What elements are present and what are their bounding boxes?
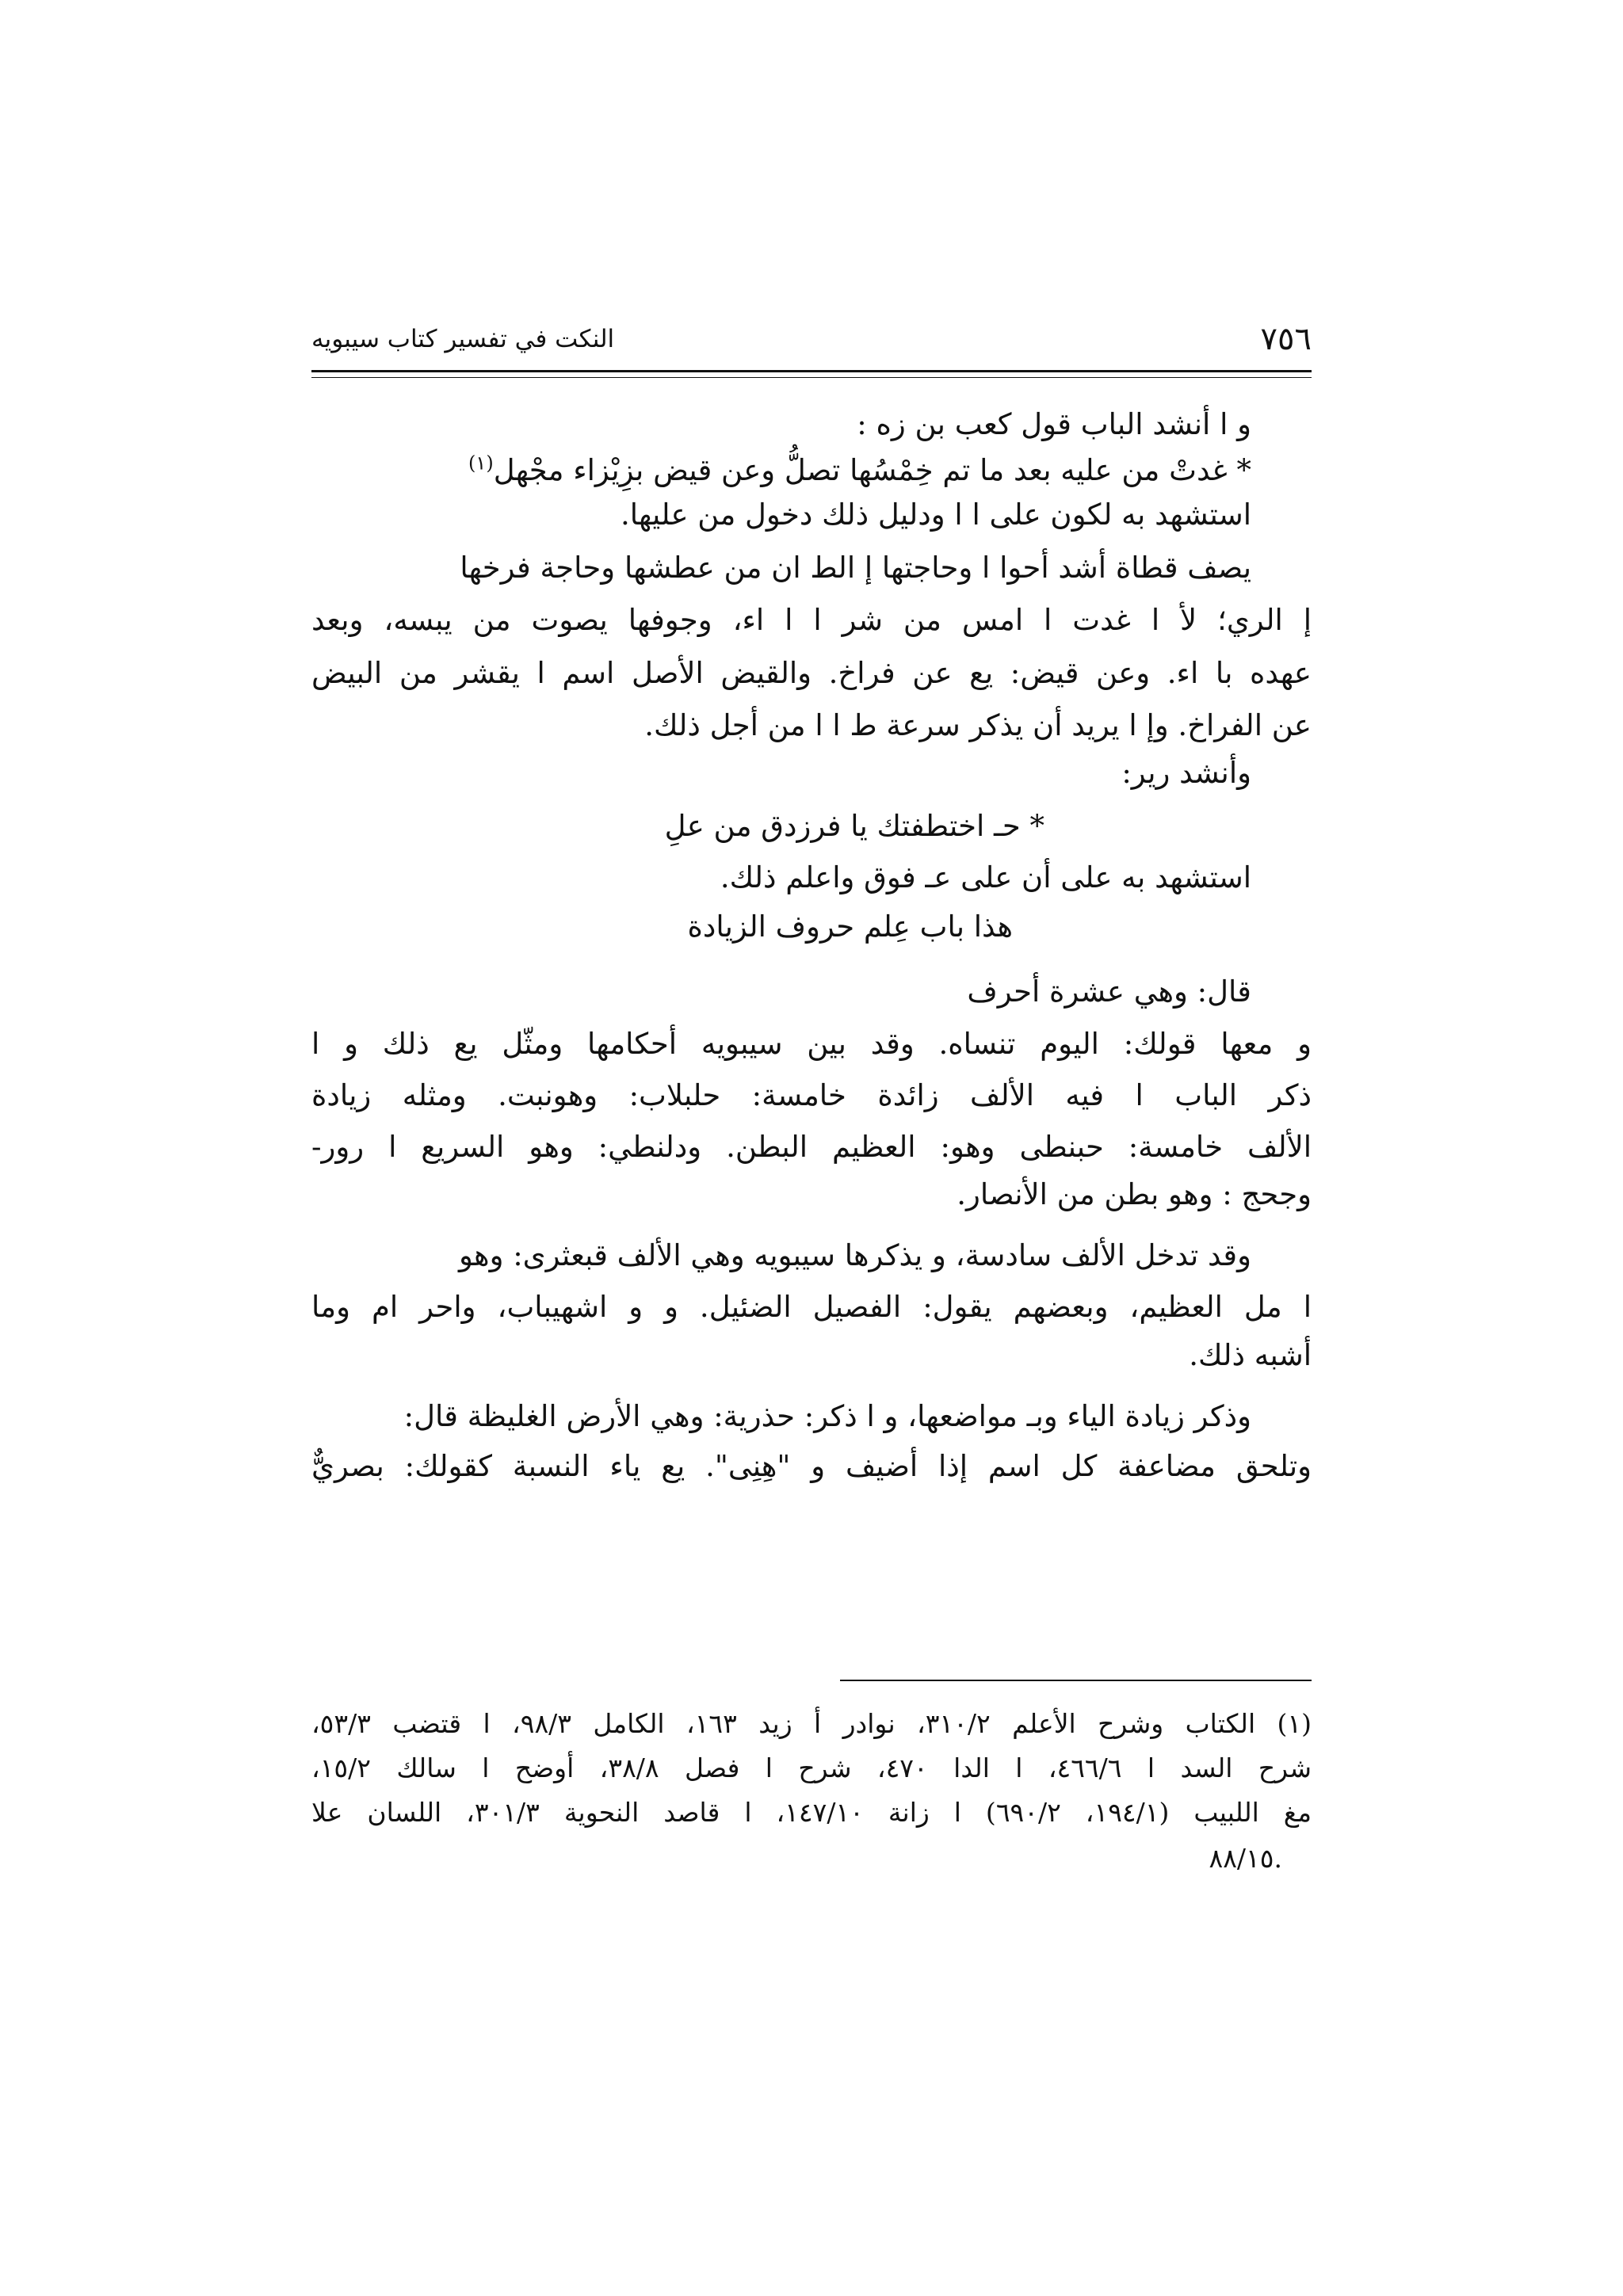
text-line: و ا أنشد الباب قول كعب بن زه : bbox=[857, 407, 1251, 441]
text-line: وأنشد رير: bbox=[1121, 756, 1251, 790]
verse-line bbox=[468, 448, 1251, 493]
text-line: وقد تدخل الألف سادسة، و يذكرها سيبويه وهي الألف قبعثرى: وهو bbox=[458, 1238, 1251, 1272]
section-heading: هذا باب عِلم حروف الزيادة bbox=[687, 910, 1013, 944]
running-header bbox=[311, 315, 1312, 363]
text-line: استشهد به على أن على عـ فوق واعلم ذلك. bbox=[720, 860, 1251, 894]
book-title: النكت في تفسير كتاب سيبويه bbox=[311, 325, 615, 353]
footnote-ref: (١) bbox=[468, 452, 494, 475]
header-rule-thin bbox=[311, 377, 1312, 378]
verse-text: * غدتْ من عليه بعد ما تم خِمْسُها تصلُّ وعن قيض بزِيْزاء مجْهل bbox=[493, 453, 1251, 487]
footnote-line: شرح السد ا ٤٦٦/٦، ا الدا ٤٧٠، شرح ا فصل ٣٨/٨، أوضح ا سالك ١٥/٢، bbox=[311, 1753, 1312, 1783]
text-line: عهده با اء. وعن قيض: يع عن فراخ. والقيض الأصل اسم ا يقشر من البيض bbox=[311, 656, 1312, 690]
text-line: وجحج : وهو بطن من الأنصار. bbox=[957, 1177, 1312, 1211]
footnote-line: (١) الكتاب وشرح الأعلم ٣١٠/٢، نوادر أ زيد ١٦٣، الكامل ٩٨/٣، ا قتضب ٥٣/٣، bbox=[311, 1708, 1312, 1739]
verse-line: * حـ اختطفتك يا فرزدق من علِ bbox=[664, 809, 1044, 843]
text-line: ا مل العظيم، وبعضهم يقول: الفصيل الضئيل. و و اشهيباب، واحر ام وما bbox=[311, 1290, 1312, 1324]
text-line: الألف خامسة: حبنطى وهو: العظيم البطن. ودلنطي: وهو السريع ا رور- bbox=[311, 1130, 1312, 1164]
footnote-line: .٨٨/١٥ bbox=[1209, 1843, 1282, 1874]
footnote-separator bbox=[840, 1680, 1312, 1681]
text-line: يصف قطاة أشد أحوا ا وحاجتها إ الط ان من عطشها وحاجة فرخها bbox=[460, 551, 1251, 585]
text-line: وذكر زيادة الياء وبـ مواضعها، و ا ذكر: حذرية: وهي الأرض الغليظة قال: bbox=[403, 1399, 1251, 1433]
footnote-line: مغ اللبيب (١٩٤/١، ٦٩٠/٢) ا زانة ١٤٧/١٠، ا قاصد النحوية ٣٠١/٣، اللسان علا bbox=[311, 1797, 1312, 1828]
text-line: وتلحق مضاعفة كل اسم إذا أضيف و "هِنِى". يع ياء النسبة كقولك: بصريٌّ bbox=[311, 1449, 1312, 1483]
text-line: استشهد به لكون على ا ا ودليل ذلك دخول من عليها. bbox=[620, 498, 1251, 532]
header-rule-thick bbox=[311, 370, 1312, 372]
text-line: أشبه ذلك. bbox=[1189, 1338, 1312, 1372]
text-line: عن الفراخ. وإ ا يريد أن يذكر سرعة ط ا ا من أجل ذلك. bbox=[644, 708, 1312, 742]
page-number: ٧٥٦ bbox=[1260, 321, 1312, 357]
text-line: قال: وهي عشرة أحرف bbox=[967, 974, 1251, 1009]
text-line: إ الري؛ لأ ا غدت ا امس من شر ا ا اء، وجوفها يصوت من يبسه، وبعد bbox=[311, 603, 1312, 637]
text-line: ذكر الباب ا فيه الألف زائدة خامسة: حلبلاب: وهونبت. ومثله زيادة bbox=[311, 1078, 1312, 1112]
text-line: و معها قولك: اليوم تنساه. وقد بين سيبويه أحكامها ومثّل يع ذلك و ا bbox=[311, 1027, 1312, 1061]
